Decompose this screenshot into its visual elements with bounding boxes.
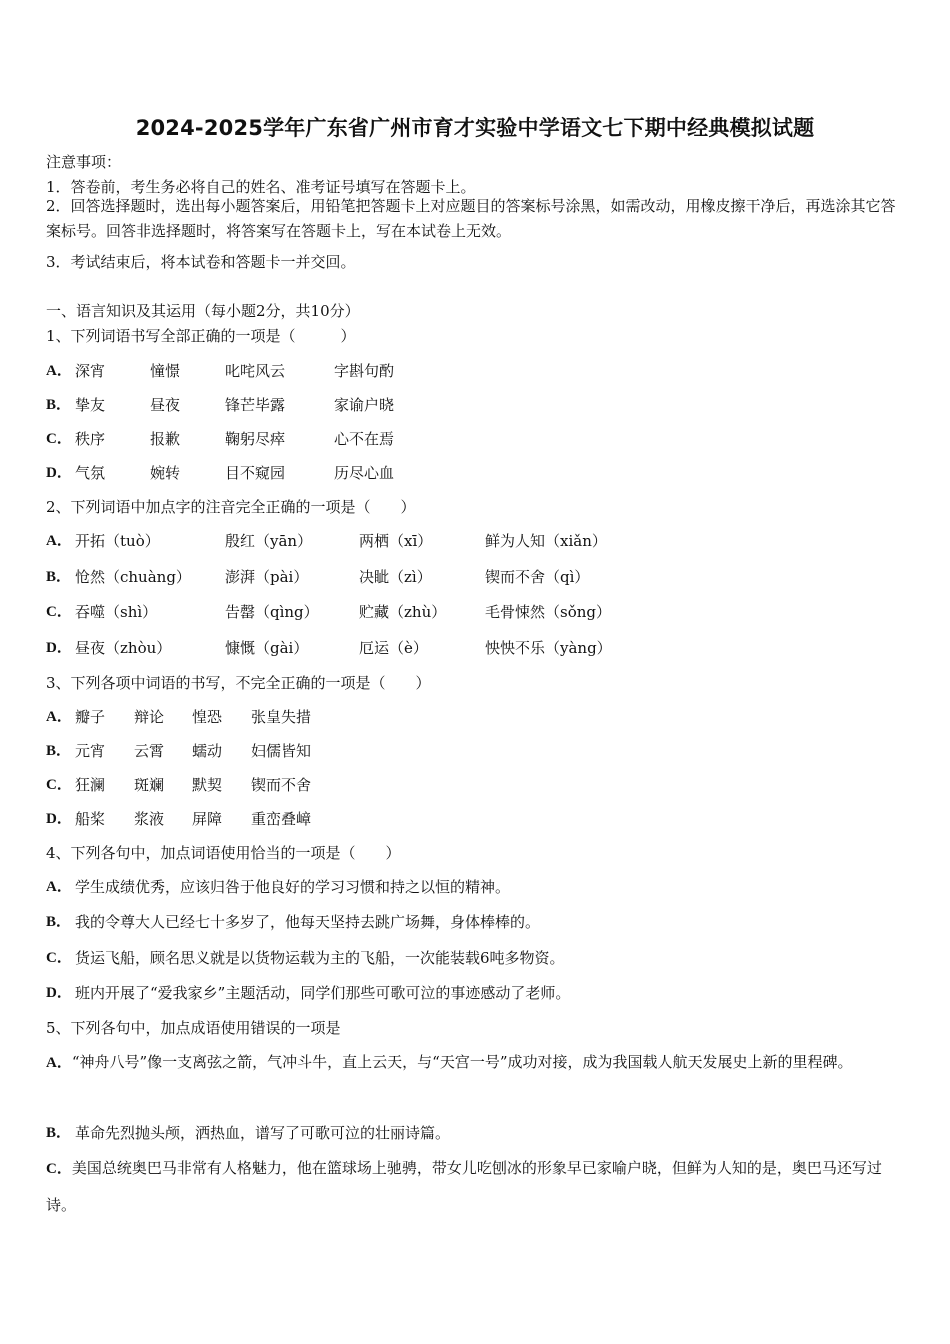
question-1-stem: 1、下列词语书写全部正确的一项是（ ） [46,327,356,345]
question-3-stem: 3、下列各项中词语的书写，不完全正确的一项是（ ） [46,674,431,692]
question-5-stem: 5、下列各句中，加点成语使用错误的一项是 [46,1019,341,1037]
question-4-stem: 4、下列各句中，加点词语使用恰当的一项是（ ） [46,844,401,862]
question-2-option-b: B． 怆然（chuàng） 澎湃（pài） 决眦（zì） 锲而不舍（qì） [46,568,590,586]
section-heading: 一、语言知识及其运用（每小题2分，共10分） [46,302,360,320]
question-4-option-d: D． 班内开展了“爱我家乡”主题活动，同学们那些可歌可泣的事迹感动了老师。 [46,984,571,1002]
question-2-option-a: A． 开拓（tuò） 殷红（yān） 两栖（xī） 鲜为人知（xiǎn） [46,532,607,550]
notice-item-2: 2．回答选择题时，选出每小题答案后，用铅笔把答题卡上对应题目的答案标号涂黑，如需改动，用橡皮擦干净后，再选涂其它答案标号。回答非选择题时，将答案写在答题卡上，写在本试卷上无效。 [46,197,896,240]
question-4-option-b: B． 我的令尊大人已经七十多岁了，他每天坚持去跳广场舞，身体棒棒的。 [46,913,541,931]
notice-heading: 注意事项： [46,153,122,171]
question-4-option-c: C． 货运飞船，顾名思义就是以货物运载为主的飞船，一次能装载6吨多物资。 [46,949,565,967]
question-5-option-b: B． 革命先烈抛头颅，洒热血，谱写了可歌可泣的壮丽诗篇。 [46,1124,451,1142]
question-1-option-a: A． 深宵 憧憬 叱咤风云 字斟句酌 [46,362,395,380]
question-2-option-c: C． 吞噬（shì） 告罄（qìng） 贮藏（zhù） 毛骨悚然（sǒng） [46,603,611,621]
question-1-option-b: B． 挚友 昼夜 锋芒毕露 家谕户晓 [46,396,395,414]
question-5-option-c: C．美国总统奥巴马非常有人格魅力，他在篮球场上驰骋，带女儿吃刨冰的形象早已家喻户晓，但鲜为人知的是，奥巴马还写过诗。 [46,1159,882,1214]
question-2-option-d: D． 昼夜（zhòu） 慷慨（gài） 厄运（è） 怏怏不乐（yàng） [46,639,612,657]
question-1-option-d: D． 气氛 婉转 目不窥园 历尽心血 [46,464,395,482]
question-4-option-a: A． 学生成绩优秀，应该归咎于他良好的学习习惯和持之以恒的精神。 [46,878,511,896]
question-3-option-d: D． 船桨 浆液 屏障 重峦叠嶂 [46,810,312,828]
notice-item-3: 3．考试结束后，将本试卷和答题卡一并交回。 [46,253,356,271]
question-5-option-a: A．“神舟八号”像一支离弦之箭，气冲斗牛，直上云天，与“天宫一号”成功对接，成为我国载人航天发展史上新的里程碑。 [46,1053,853,1071]
question-1-option-c: C． 秩序 报歉 鞠躬尽瘁 心不在焉 [46,430,395,448]
notice-item-1: 1．答卷前，考生务必将自己的姓名、准考证号填写在答题卡上。 [46,178,476,196]
exam-title: 2024-2025学年广东省广州市育才实验中学语文七下期中经典模拟试题 [135,116,815,140]
question-2-stem: 2、下列词语中加点字的注音完全正确的一项是（ ） [46,498,416,516]
question-3-option-b: B． 元宵 云霄 蠕动 妇儒皆知 [46,742,312,760]
question-3-option-a: A． 瓣子 辩论 惶恐 张皇失措 [46,708,312,726]
question-3-option-c: C． 狂澜 斑斓 默契 锲而不舍 [46,776,312,794]
